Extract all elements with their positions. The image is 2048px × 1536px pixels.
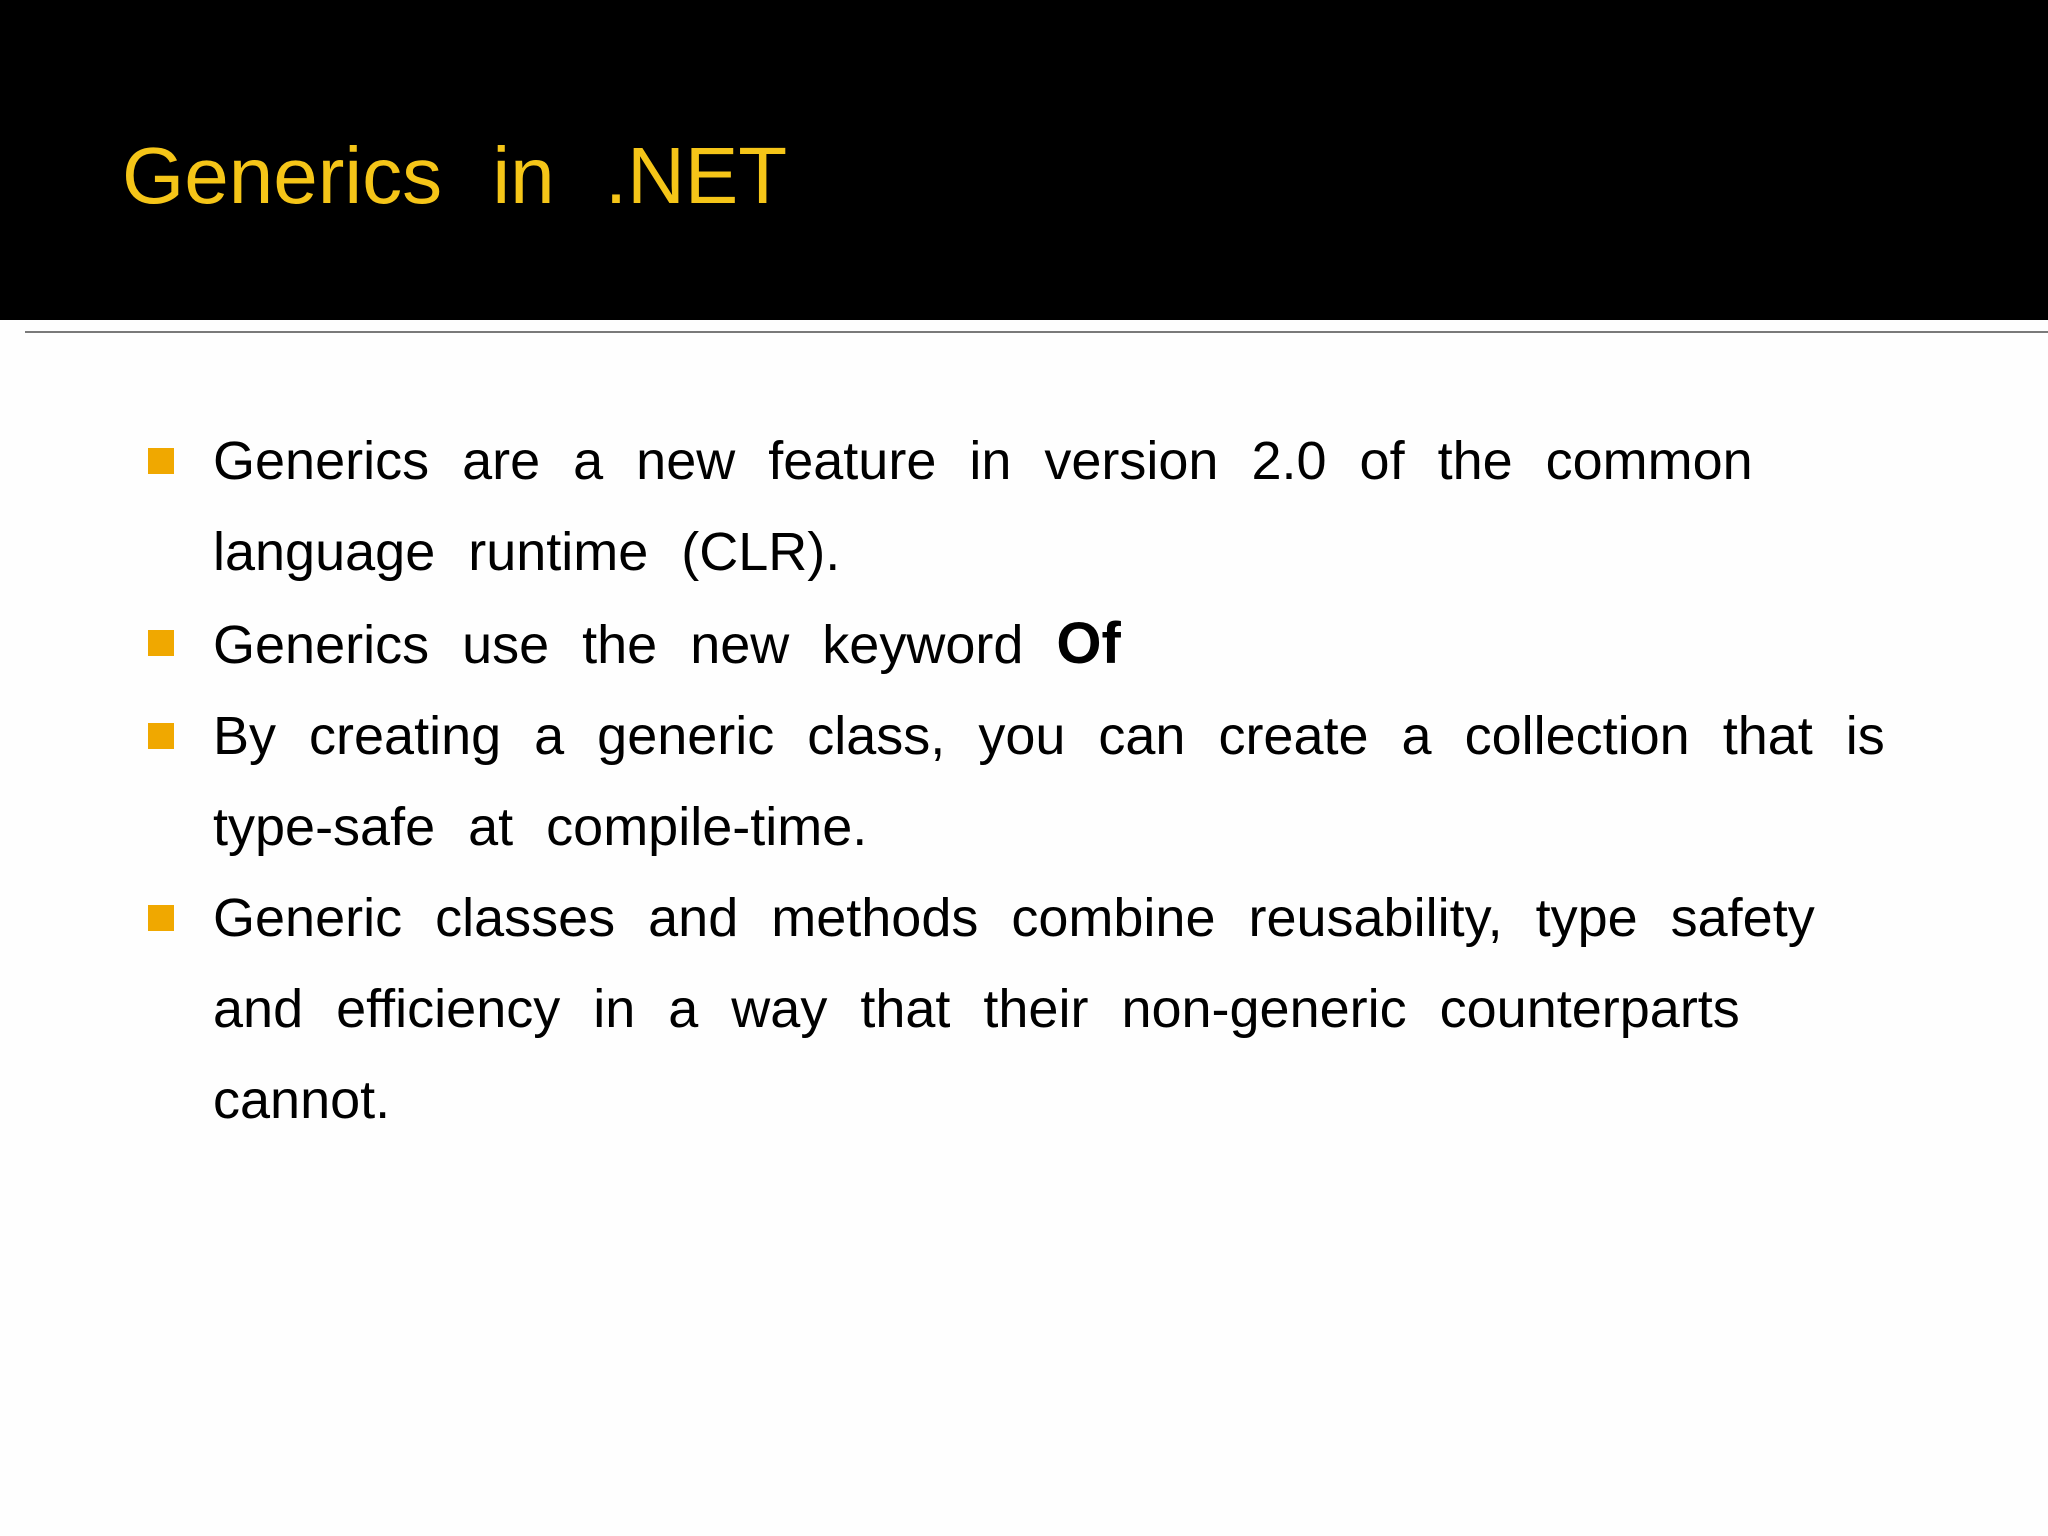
bullet-text: Generics are a new feature in version 2.0 of the common language runtime (CLR).: [213, 431, 1753, 582]
square-bullet-icon: [148, 448, 174, 474]
bullet-text: Generics use the new keyword: [213, 615, 1057, 675]
bullet-text: Generic classes and methods combine reusability, type safety and efficiency in a way that their non-generic counterparts cannot.: [213, 888, 1815, 1130]
bullet-item-3: [146, 691, 1906, 873]
square-bullet-icon: [148, 723, 174, 749]
square-bullet-icon: [148, 905, 174, 931]
bullet-text: By creating a generic class, you can create a collection that is type-safe at compile-time.: [213, 706, 1885, 857]
bullet-item-4: [146, 873, 1906, 1146]
bullet-item-2: [146, 598, 1906, 691]
title-divider: [25, 331, 2048, 333]
title-bar: [0, 0, 2048, 320]
square-bullet-icon: [148, 630, 174, 656]
bullet-list: [146, 416, 1906, 1146]
bullet-item-1: [146, 416, 1906, 598]
keyword-of: Of: [1056, 611, 1121, 676]
slide-title: Generics in .NET: [122, 131, 788, 220]
